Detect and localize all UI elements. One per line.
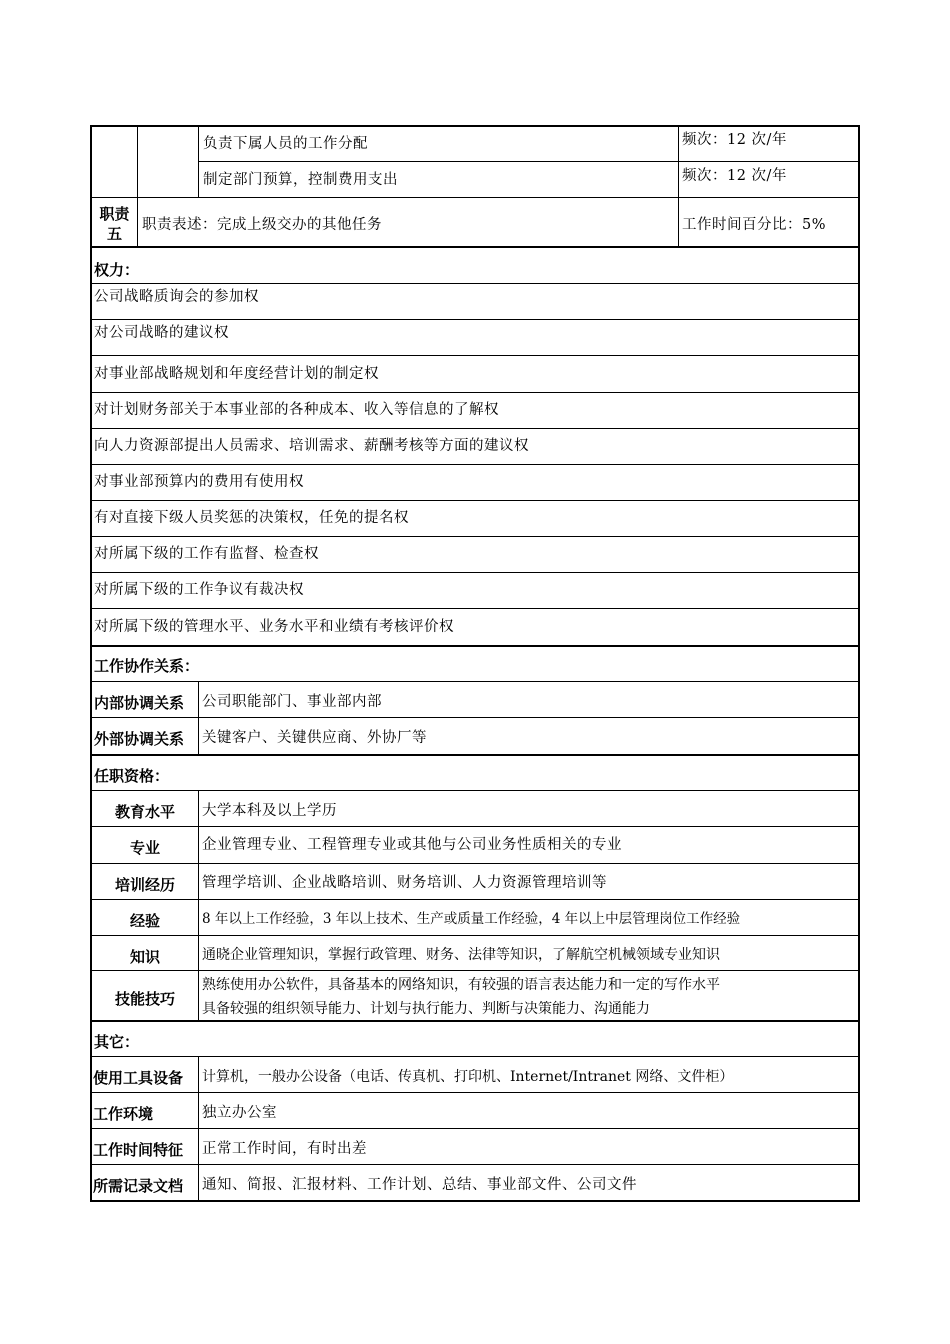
other-value: 计算机，一般办公设备（电话、传真机、打印机、Internet/Intranet 网络、文件柜） [202,1069,734,1085]
authority-item: 对事业部战略规划和年度经营计划的制定权 [94,366,379,382]
divider [90,681,860,682]
duty-5-description: 职责表述：完成上级交办的其他任务 [142,217,382,233]
duty-frequency: 频次：12 次/年 [682,168,787,184]
divider [90,645,860,647]
divider [90,1020,860,1022]
qualification-value: 8 年以上工作经验，3 年以上技术、生产或质量工作经验，4 年以上中层管理岗位工作经验 [202,911,741,927]
authority-item: 对事业部预算内的费用有使用权 [94,474,304,490]
other-value: 通知、简报、汇报材料、工作计划、总结、事业部文件、公司文件 [202,1177,637,1193]
other-label: 所需记录文档 [93,1177,184,1195]
cooperation-value: 公司职能部门、事业部内部 [202,694,382,710]
other-value: 正常工作时间，有时出差 [202,1141,367,1157]
divider [90,970,860,971]
authority-item: 对公司战略的建议权 [94,325,229,341]
qualification-value: 通晓企业管理知识，掌握行政管理、财务、法律等知识，了解航空机械领域专业知识 [202,947,720,963]
other-label: 使用工具设备 [93,1069,184,1087]
divider [90,1128,860,1129]
divider [90,1164,860,1165]
qualification-value-line-2: 具备较强的组织领导能力、计划与执行能力、判断与决策能力、沟通能力 [202,1001,650,1017]
divider [90,1056,860,1057]
divider [90,717,860,718]
duty-task: 制定部门预算，控制费用支出 [203,172,398,188]
authority-item: 对所属下级的工作有监督、检查权 [94,546,319,562]
divider [198,161,860,162]
other-label: 工作环境 [93,1105,154,1123]
divider [198,1056,199,1201]
authority-item: 对所属下级的工作争议有裁决权 [94,582,304,598]
divider [678,125,679,246]
divider [90,790,860,791]
qualification-label: 知识 [129,948,160,966]
cooperation-value: 关键客户、关键供应商、外协厂等 [202,730,427,746]
section-title-cooperation: 工作协作关系： [94,657,200,675]
qualification-value: 企业管理专业、工程管理专业或其他与公司业务性质相关的专业 [202,837,622,853]
qualification-value: 熟练使用办公软件，具备基本的网络知识，有较强的语言表达能力和一定的写作水平 [202,977,720,993]
qualification-label: 经验 [129,912,160,930]
section-title-qualification: 任职资格： [94,767,170,785]
authority-item: 有对直接下级人员奖惩的决策权，任免的提名权 [94,510,409,526]
divider [90,197,860,198]
divider [90,935,860,936]
divider [90,863,860,864]
divider [198,790,199,1020]
authority-item: 对计划财务部关于本事业部的各种成本、收入等信息的了解权 [94,402,499,418]
divider [90,572,860,573]
qualification-value: 大学本科及以上学历 [202,803,337,819]
divider [90,536,860,537]
duty-5-label: 职责五 [99,205,130,243]
divider [90,754,860,756]
section-title-other: 其它： [94,1033,140,1051]
table-frame [90,125,860,1202]
divider [90,319,860,320]
authority-item: 对所属下级的管理水平、业务水平和业绩有考核评价权 [94,619,454,635]
divider [90,246,860,248]
divider [90,428,860,429]
duty-frequency: 频次：12 次/年 [682,132,787,148]
divider [90,899,860,900]
divider [90,283,860,284]
divider [90,464,860,465]
divider [90,608,860,609]
section-title-authority: 权力： [94,261,140,279]
other-label: 工作时间特征 [93,1141,184,1159]
cooperation-label: 内部协调关系 [94,694,185,712]
qualification-label: 专业 [129,839,160,857]
qualification-label: 技能技巧 [114,990,175,1008]
other-value: 独立办公室 [202,1105,277,1121]
duty-task: 负责下属人员的工作分配 [203,136,368,152]
divider [90,392,860,393]
qualification-value: 管理学培训、企业战略培训、财务培训、人力资源管理培训等 [202,875,607,891]
cooperation-label: 外部协调关系 [94,730,185,748]
qualification-label: 教育水平 [114,803,175,821]
divider [198,681,199,754]
authority-item: 向人力资源部提出人员需求、培训需求、薪酬考核等方面的建议权 [94,438,529,454]
divider [137,125,138,246]
divider [90,355,860,356]
divider [90,500,860,501]
divider [90,1092,860,1093]
authority-item: 公司战略质询会的参加权 [94,289,259,305]
divider [90,826,860,827]
qualification-label: 培训经历 [114,876,175,894]
duty-5-percent: 工作时间百分比：5% [682,217,827,233]
